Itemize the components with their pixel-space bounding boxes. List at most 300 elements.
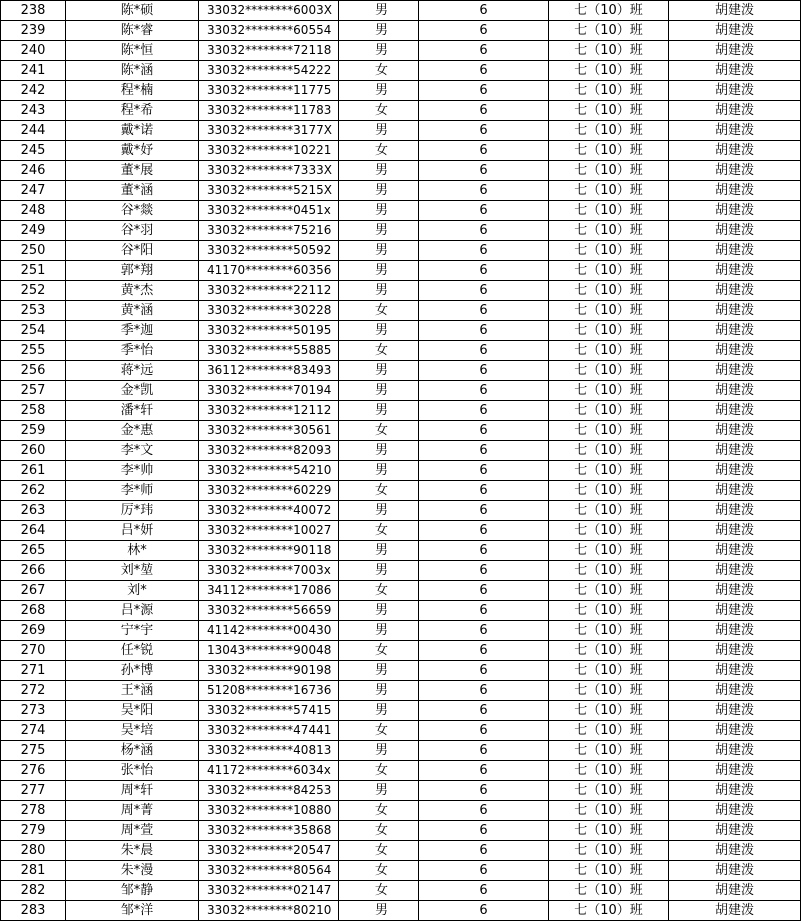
teacher-name: 胡建泼 <box>669 721 801 741</box>
row-number: 251 <box>1 261 66 281</box>
student-id-number: 33032********11783 <box>199 101 339 121</box>
student-gender: 女 <box>339 641 419 661</box>
student-gender: 男 <box>339 81 419 101</box>
table-row <box>1 301 801 321</box>
student-id-number: 33032********0451x <box>199 201 339 221</box>
student-id-number: 34112********17086 <box>199 581 339 601</box>
student-gender: 男 <box>339 1 419 21</box>
table-row <box>1 801 801 821</box>
row-number: 245 <box>1 141 66 161</box>
student-class: 七（10）班 <box>549 341 669 361</box>
teacher-name: 胡建泼 <box>669 401 801 421</box>
student-gender: 男 <box>339 561 419 581</box>
student-class: 七（10）班 <box>549 481 669 501</box>
student-gender: 男 <box>339 441 419 461</box>
student-gender: 男 <box>339 681 419 701</box>
student-id-number: 33032********72118 <box>199 41 339 61</box>
student-gender: 男 <box>339 541 419 561</box>
student-age: 6 <box>419 281 549 301</box>
student-age: 6 <box>419 781 549 801</box>
student-class: 七（10）班 <box>549 41 669 61</box>
row-number: 268 <box>1 601 66 621</box>
table-row <box>1 381 801 401</box>
student-class: 七（10）班 <box>549 661 669 681</box>
row-number: 283 <box>1 901 66 921</box>
student-age: 6 <box>419 881 549 901</box>
student-age: 6 <box>419 621 549 641</box>
row-number: 275 <box>1 741 66 761</box>
student-gender: 女 <box>339 861 419 881</box>
table-row <box>1 161 801 181</box>
student-name: 朱*漫 <box>66 861 199 881</box>
row-number: 243 <box>1 101 66 121</box>
table-row <box>1 841 801 861</box>
student-age: 6 <box>419 321 549 341</box>
row-number: 278 <box>1 801 66 821</box>
student-gender: 女 <box>339 61 419 81</box>
table-row <box>1 681 801 701</box>
table-row <box>1 441 801 461</box>
student-id-number: 33032********80210 <box>199 901 339 921</box>
student-name: 程*楠 <box>66 81 199 101</box>
row-number: 276 <box>1 761 66 781</box>
table-row <box>1 641 801 661</box>
student-name: 董*展 <box>66 161 199 181</box>
student-class: 七（10）班 <box>549 241 669 261</box>
student-gender: 男 <box>339 241 419 261</box>
student-id-number: 33032********57415 <box>199 701 339 721</box>
student-name: 戴*诺 <box>66 121 199 141</box>
table-row <box>1 401 801 421</box>
student-class: 七（10）班 <box>549 121 669 141</box>
table-row <box>1 721 801 741</box>
student-name: 王*涵 <box>66 681 199 701</box>
student-id-number: 33032********60554 <box>199 21 339 41</box>
student-age: 6 <box>419 341 549 361</box>
student-gender: 男 <box>339 401 419 421</box>
student-gender: 女 <box>339 301 419 321</box>
teacher-name: 胡建泼 <box>669 861 801 881</box>
student-name: 孙*博 <box>66 661 199 681</box>
student-class: 七（10）班 <box>549 21 669 41</box>
student-age: 6 <box>419 41 549 61</box>
teacher-name: 胡建泼 <box>669 621 801 641</box>
student-id-number: 33032********54210 <box>199 461 339 481</box>
student-age: 6 <box>419 741 549 761</box>
student-id-number: 33032********90198 <box>199 661 339 681</box>
student-class: 七（10）班 <box>549 761 669 781</box>
student-id-number: 33032********70194 <box>199 381 339 401</box>
student-class: 七（10）班 <box>549 221 669 241</box>
student-age: 6 <box>419 581 549 601</box>
student-name: 吕*源 <box>66 601 199 621</box>
teacher-name: 胡建泼 <box>669 701 801 721</box>
row-number: 260 <box>1 441 66 461</box>
student-id-number: 33032********3177X <box>199 121 339 141</box>
student-age: 6 <box>419 1 549 21</box>
student-gender: 男 <box>339 181 419 201</box>
student-class: 七（10）班 <box>549 201 669 221</box>
student-age: 6 <box>419 61 549 81</box>
row-number: 249 <box>1 221 66 241</box>
table-row <box>1 501 801 521</box>
row-number: 273 <box>1 701 66 721</box>
student-age: 6 <box>419 301 549 321</box>
teacher-name: 胡建泼 <box>669 321 801 341</box>
student-gender: 男 <box>339 221 419 241</box>
student-class: 七（10）班 <box>549 421 669 441</box>
student-gender: 男 <box>339 661 419 681</box>
student-gender: 男 <box>339 461 419 481</box>
student-name: 刘* <box>66 581 199 601</box>
student-age: 6 <box>419 261 549 281</box>
teacher-name: 胡建泼 <box>669 681 801 701</box>
student-age: 6 <box>419 81 549 101</box>
student-age: 6 <box>419 401 549 421</box>
student-age: 6 <box>419 861 549 881</box>
student-name: 郭*翔 <box>66 261 199 281</box>
row-number: 266 <box>1 561 66 581</box>
row-number: 255 <box>1 341 66 361</box>
teacher-name: 胡建泼 <box>669 601 801 621</box>
teacher-name: 胡建泼 <box>669 41 801 61</box>
student-name: 金*惠 <box>66 421 199 441</box>
student-id-number: 33032********40813 <box>199 741 339 761</box>
student-name: 吕*妍 <box>66 521 199 541</box>
student-gender: 女 <box>339 581 419 601</box>
student-name: 厉*玮 <box>66 501 199 521</box>
student-class: 七（10）班 <box>549 721 669 741</box>
table-row <box>1 21 801 41</box>
student-class: 七（10）班 <box>549 181 669 201</box>
row-number: 246 <box>1 161 66 181</box>
row-number: 253 <box>1 301 66 321</box>
student-id-number: 33032********10027 <box>199 521 339 541</box>
student-name: 周*轩 <box>66 781 199 801</box>
student-class: 七（10）班 <box>549 501 669 521</box>
student-class: 七（10）班 <box>549 161 669 181</box>
student-id-number: 33032********30561 <box>199 421 339 441</box>
table-row <box>1 61 801 81</box>
teacher-name: 胡建泼 <box>669 261 801 281</box>
student-id-number: 33032********22112 <box>199 281 339 301</box>
student-gender: 女 <box>339 421 419 441</box>
student-class: 七（10）班 <box>549 381 669 401</box>
student-gender: 男 <box>339 701 419 721</box>
student-age: 6 <box>419 681 549 701</box>
student-gender: 女 <box>339 521 419 541</box>
row-number: 250 <box>1 241 66 261</box>
teacher-name: 胡建泼 <box>669 661 801 681</box>
student-id-number: 33032********02147 <box>199 881 339 901</box>
student-gender: 男 <box>339 21 419 41</box>
student-class: 七（10）班 <box>549 901 669 921</box>
student-id-number: 33032********11775 <box>199 81 339 101</box>
student-age: 6 <box>419 801 549 821</box>
student-name: 周*菁 <box>66 801 199 821</box>
student-id-number: 41170********60356 <box>199 261 339 281</box>
table-row <box>1 601 801 621</box>
teacher-name: 胡建泼 <box>669 241 801 261</box>
student-gender: 男 <box>339 601 419 621</box>
student-age: 6 <box>419 161 549 181</box>
teacher-name: 胡建泼 <box>669 501 801 521</box>
teacher-name: 胡建泼 <box>669 841 801 861</box>
student-id-number: 33032********30228 <box>199 301 339 321</box>
student-class: 七（10）班 <box>549 701 669 721</box>
table-row <box>1 121 801 141</box>
row-number: 264 <box>1 521 66 541</box>
row-number: 261 <box>1 461 66 481</box>
table-row <box>1 1 801 21</box>
student-name: 董*涵 <box>66 181 199 201</box>
student-name: 谷*羽 <box>66 221 199 241</box>
student-id-number: 33032********10880 <box>199 801 339 821</box>
teacher-name: 胡建泼 <box>669 581 801 601</box>
student-id-number: 33032********7003x <box>199 561 339 581</box>
student-id-number: 33032********20547 <box>199 841 339 861</box>
table-row <box>1 421 801 441</box>
student-class: 七（10）班 <box>549 461 669 481</box>
teacher-name: 胡建泼 <box>669 141 801 161</box>
student-age: 6 <box>419 501 549 521</box>
student-class: 七（10）班 <box>549 361 669 381</box>
student-gender: 男 <box>339 121 419 141</box>
student-name: 蒋*远 <box>66 361 199 381</box>
student-class: 七（10）班 <box>549 861 669 881</box>
student-name: 谷*燚 <box>66 201 199 221</box>
student-gender: 男 <box>339 261 419 281</box>
student-age: 6 <box>419 441 549 461</box>
student-age: 6 <box>419 721 549 741</box>
teacher-name: 胡建泼 <box>669 821 801 841</box>
row-number: 263 <box>1 501 66 521</box>
student-id-number: 33032********82093 <box>199 441 339 461</box>
student-id-number: 33032********56659 <box>199 601 339 621</box>
student-class: 七（10）班 <box>549 641 669 661</box>
student-gender: 男 <box>339 781 419 801</box>
teacher-name: 胡建泼 <box>669 21 801 41</box>
teacher-name: 胡建泼 <box>669 741 801 761</box>
table-row <box>1 221 801 241</box>
student-age: 6 <box>419 601 549 621</box>
teacher-name: 胡建泼 <box>669 381 801 401</box>
teacher-name: 胡建泼 <box>669 361 801 381</box>
student-id-number: 33032********7333X <box>199 161 339 181</box>
student-gender: 男 <box>339 321 419 341</box>
row-number: 274 <box>1 721 66 741</box>
student-class: 七（10）班 <box>549 801 669 821</box>
student-class: 七（10）班 <box>549 521 669 541</box>
teacher-name: 胡建泼 <box>669 301 801 321</box>
student-name: 季*怡 <box>66 341 199 361</box>
student-age: 6 <box>419 461 549 481</box>
row-number: 252 <box>1 281 66 301</box>
teacher-name: 胡建泼 <box>669 201 801 221</box>
row-number: 258 <box>1 401 66 421</box>
student-name: 吴*培 <box>66 721 199 741</box>
table-row <box>1 821 801 841</box>
student-age: 6 <box>419 181 549 201</box>
table-row <box>1 341 801 361</box>
table-row <box>1 481 801 501</box>
table-row <box>1 881 801 901</box>
row-number: 282 <box>1 881 66 901</box>
student-gender: 男 <box>339 621 419 641</box>
teacher-name: 胡建泼 <box>669 881 801 901</box>
teacher-name: 胡建泼 <box>669 641 801 661</box>
table-row <box>1 41 801 61</box>
table-row <box>1 781 801 801</box>
student-class: 七（10）班 <box>549 301 669 321</box>
student-gender: 男 <box>339 361 419 381</box>
student-age: 6 <box>419 521 549 541</box>
student-id-number: 33032********12112 <box>199 401 339 421</box>
row-number: 281 <box>1 861 66 881</box>
student-name: 林* <box>66 541 199 561</box>
table-row <box>1 281 801 301</box>
student-id-number: 33032********80564 <box>199 861 339 881</box>
student-class: 七（10）班 <box>549 621 669 641</box>
student-id-number: 33032********50195 <box>199 321 339 341</box>
student-gender: 男 <box>339 41 419 61</box>
row-number: 270 <box>1 641 66 661</box>
student-class: 七（10）班 <box>549 101 669 121</box>
student-name: 李*师 <box>66 481 199 501</box>
student-name: 陈*涵 <box>66 61 199 81</box>
student-age: 6 <box>419 641 549 661</box>
student-id-number: 33032********50592 <box>199 241 339 261</box>
teacher-name: 胡建泼 <box>669 541 801 561</box>
table-row <box>1 701 801 721</box>
teacher-name: 胡建泼 <box>669 101 801 121</box>
student-gender: 女 <box>339 341 419 361</box>
student-class: 七（10）班 <box>549 821 669 841</box>
student-age: 6 <box>419 121 549 141</box>
teacher-name: 胡建泼 <box>669 281 801 301</box>
student-age: 6 <box>419 761 549 781</box>
teacher-name: 胡建泼 <box>669 221 801 241</box>
student-class: 七（10）班 <box>549 81 669 101</box>
student-class: 七（10）班 <box>549 561 669 581</box>
student-age: 6 <box>419 561 549 581</box>
table-row <box>1 761 801 781</box>
student-class: 七（10）班 <box>549 441 669 461</box>
student-class: 七（10）班 <box>549 141 669 161</box>
student-name: 邹*洋 <box>66 901 199 921</box>
table-row <box>1 201 801 221</box>
table-row <box>1 361 801 381</box>
student-id-number: 33032********60229 <box>199 481 339 501</box>
student-id-number: 33032********84253 <box>199 781 339 801</box>
student-class: 七（10）班 <box>549 881 669 901</box>
teacher-name: 胡建泼 <box>669 561 801 581</box>
table-row <box>1 521 801 541</box>
table-row <box>1 181 801 201</box>
student-class: 七（10）班 <box>549 841 669 861</box>
student-id-number: 33032********90118 <box>199 541 339 561</box>
table-row <box>1 461 801 481</box>
student-age: 6 <box>419 201 549 221</box>
row-number: 238 <box>1 1 66 21</box>
student-age: 6 <box>419 141 549 161</box>
student-age: 6 <box>419 361 549 381</box>
row-number: 269 <box>1 621 66 641</box>
student-class: 七（10）班 <box>549 1 669 21</box>
teacher-name: 胡建泼 <box>669 781 801 801</box>
student-id-number: 33032********10221 <box>199 141 339 161</box>
table-row <box>1 541 801 561</box>
student-id-number: 51208********16736 <box>199 681 339 701</box>
student-age: 6 <box>419 701 549 721</box>
student-class: 七（10）班 <box>549 261 669 281</box>
student-id-number: 33032********6003X <box>199 1 339 21</box>
student-id-number: 41172********6034x <box>199 761 339 781</box>
student-name: 周*萱 <box>66 821 199 841</box>
teacher-name: 胡建泼 <box>669 761 801 781</box>
row-number: 267 <box>1 581 66 601</box>
student-id-number: 33032********40072 <box>199 501 339 521</box>
row-number: 242 <box>1 81 66 101</box>
student-age: 6 <box>419 381 549 401</box>
student-class: 七（10）班 <box>549 61 669 81</box>
student-age: 6 <box>419 21 549 41</box>
student-name: 杨*涵 <box>66 741 199 761</box>
row-number: 240 <box>1 41 66 61</box>
student-gender: 男 <box>339 381 419 401</box>
student-gender: 女 <box>339 801 419 821</box>
student-class: 七（10）班 <box>549 681 669 701</box>
student-name: 陈*睿 <box>66 21 199 41</box>
student-id-number: 33032********55885 <box>199 341 339 361</box>
student-gender: 男 <box>339 741 419 761</box>
student-id-number: 33032********47441 <box>199 721 339 741</box>
student-id-number: 41142********00430 <box>199 621 339 641</box>
student-class: 七（10）班 <box>549 601 669 621</box>
row-number: 277 <box>1 781 66 801</box>
teacher-name: 胡建泼 <box>669 421 801 441</box>
row-number: 239 <box>1 21 66 41</box>
table-row <box>1 621 801 641</box>
student-age: 6 <box>419 481 549 501</box>
student-name: 朱*晨 <box>66 841 199 861</box>
teacher-name: 胡建泼 <box>669 81 801 101</box>
student-gender: 女 <box>339 721 419 741</box>
student-id-number: 33032********54222 <box>199 61 339 81</box>
student-gender: 女 <box>339 761 419 781</box>
table-row <box>1 141 801 161</box>
student-gender: 男 <box>339 161 419 181</box>
student-name: 季*迦 <box>66 321 199 341</box>
table-row <box>1 321 801 341</box>
row-number: 259 <box>1 421 66 441</box>
table-row <box>1 741 801 761</box>
row-number: 254 <box>1 321 66 341</box>
student-gender: 女 <box>339 101 419 121</box>
teacher-name: 胡建泼 <box>669 461 801 481</box>
student-class: 七（10）班 <box>549 321 669 341</box>
student-name: 李*文 <box>66 441 199 461</box>
row-number: 257 <box>1 381 66 401</box>
teacher-name: 胡建泼 <box>669 341 801 361</box>
student-class: 七（10）班 <box>549 741 669 761</box>
table-row <box>1 101 801 121</box>
row-number: 272 <box>1 681 66 701</box>
row-number: 244 <box>1 121 66 141</box>
student-gender: 女 <box>339 881 419 901</box>
row-number: 271 <box>1 661 66 681</box>
table-row <box>1 581 801 601</box>
